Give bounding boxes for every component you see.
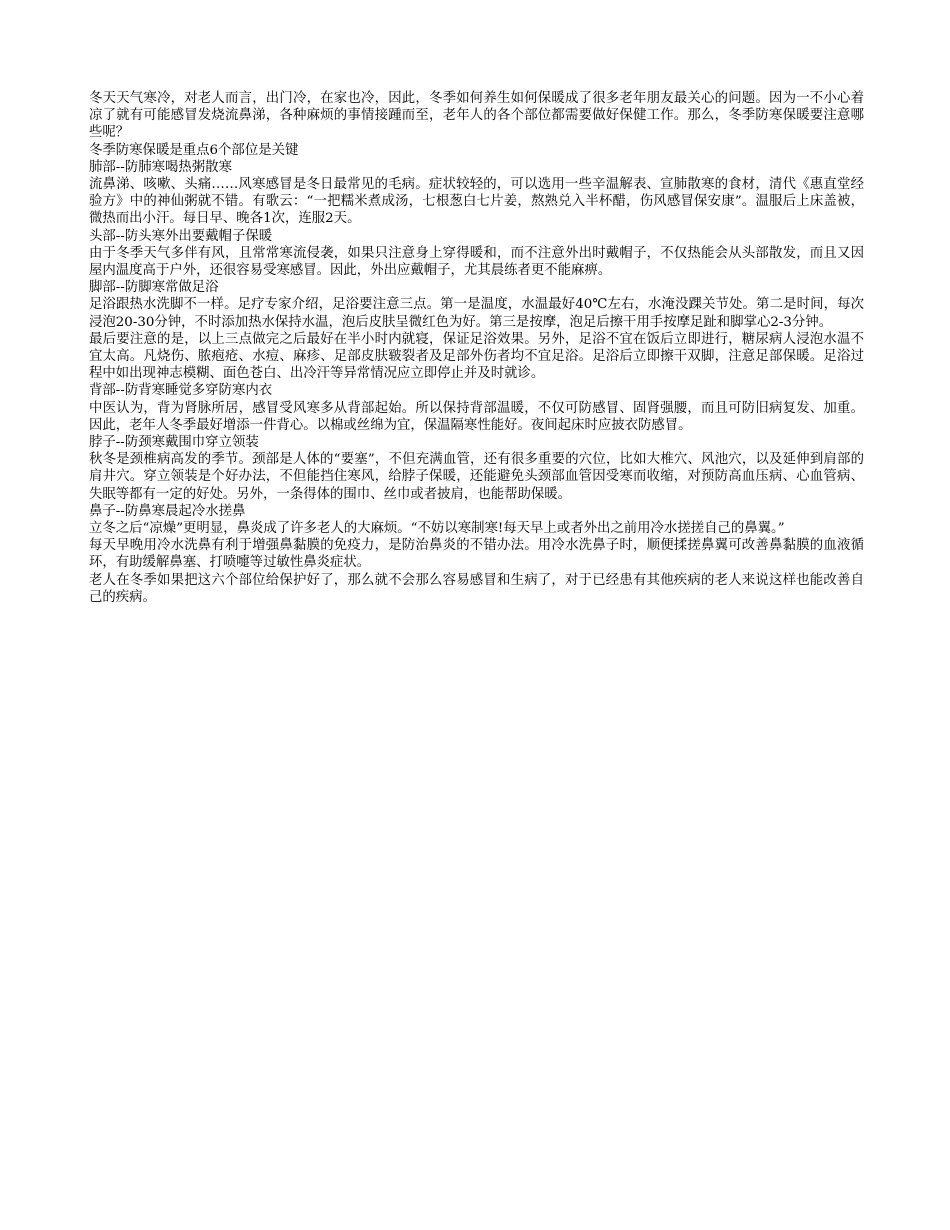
heading-nose: 鼻子--防鼻寒晨起冷水搓鼻 bbox=[89, 503, 246, 519]
paragraph-neck: 秋冬是颈椎病高发的季节。颈部是人体的“要塞”，不但充满血管，还有很多重要的穴位，比如大椎穴、风池穴，以及延伸到肩部的肩井穴。穿立领装是个好办法，不但能挡住寒风，给脖子保暖，还能避免头颈部血管因受寒而收缩，对预防高血压病、心血管病、失眠等都有一定的好处。另外，一条得体的围巾、丝巾或者披肩，也能帮助保暖。 bbox=[89, 452, 864, 502]
section-title: 冬季防寒保暖是重点6个部位是关键 bbox=[89, 142, 299, 158]
heading-lung: 肺部--防肺寒喝热粥散寒 bbox=[89, 159, 232, 175]
paragraph-nose: 立冬之后“凉燥”更明显，鼻炎成了许多老人的大麻烦。“不妨以寒制寒!每天早上或者外出之前用冷水搓搓自己的鼻翼。” bbox=[89, 521, 785, 537]
intro-paragraph: 冬天天气寒冷，对老人而言，出门冷，在家也冷，因此，冬季如何养生如何保暖成了很多老年朋友最关心的问题。因为一不小心着凉了就有可能感冒发烧流鼻涕，各种麻烦的事情接踵而至，老年人的各个部位都需要做好保健工作。那么，冬季防寒保暖要注意哪些呢？ bbox=[89, 91, 864, 141]
paragraph-feet: 足浴跟热水洗脚不一样。足疗专家介绍，足浴要注意三点。第一是温度，水温最好40℃左右，水淹没踝关节处。第二是时间，每次浸泡20-30分钟，不时添加热水保持水温，泡后皮肤呈微红色为好。第三是按摩，泡足后擦干用手按摩足趾和脚掌心2-3分钟。 bbox=[89, 297, 864, 330]
heading-neck: 脖子--防颈寒戴围巾穿立领装 bbox=[89, 435, 259, 451]
heading-back: 背部--防背寒睡觉多穿防寒内衣 bbox=[89, 383, 273, 399]
paragraph-head: 由于冬季天气多伴有风，且常常寒流侵袭，如果只注意身上穿得暖和，而不注意外出时戴帽子，不仅热能会从头部散发，而且又因屋内温度高于户外，还很容易受寒感冒。因此，外出应戴帽子，尤其晨练者更不能麻痹。 bbox=[89, 245, 864, 279]
conclusion-paragraph: 老人在冬季如果把这六个部位给保护好了，那么就不会那么容易感冒和生病了，对于已经患有其他疾病的老人来说这样也能改善自己的疾病。 bbox=[89, 572, 864, 605]
heading-feet: 脚部--防脚寒常做足浴 bbox=[89, 280, 219, 296]
document-body bbox=[89, 90, 864, 606]
paragraph-back: 中医认为，背为肾脉所居，感冒受风寒多从背部起始。所以保持背部温暖，不仅可防感冒、固肾强腰，而且可防旧病复发、加重。因此，老年人冬季最好增添一件背心。以棉或丝绵为宜，保温隔寒性能好。夜间起床时应披衣防感冒。 bbox=[89, 400, 864, 433]
paragraph-nose-wash: 每天早晚用冷水洗鼻有利于增强鼻黏膜的免疫力，是防治鼻炎的不错办法。用冷水洗鼻子时，顺便揉搓鼻翼可改善鼻黏膜的血液循环，有助缓解鼻塞、打喷嚏等过敏性鼻炎症状。 bbox=[89, 538, 864, 571]
paragraph-feet-notes: 最后要注意的是，以上三点做完之后最好在半小时内就寝，保证足浴效果。另外，足浴不宜在饭后立即进行，糖尿病人浸泡水温不宜太高。凡烧伤、脓疱疮、水痘、麻疹、足部皮肤皲裂者及足部外伤者均不宜足浴。足浴后立即擦干双脚，注意足部保暖。足浴过程中如出现神志模糊、面色苍白、出冷汗等异常情况应立即停止并及时就诊。 bbox=[89, 331, 864, 382]
paragraph-lung: 流鼻涕、咳嗽、头痛……风寒感冒是冬日最常见的毛病。症状较轻的，可以选用一些辛温解表、宣肺散寒的食材，清代《惠直堂经验方》中的神仙粥就不错。有歌云：“一把糯米煮成汤，七根葱白七片姜，熬熟兑入半杯醋，伤风感冒保安康”。温服后上床盖被，微热而出小汗。每日早、晚各1次，连服2天。 bbox=[89, 177, 864, 227]
heading-head: 头部--防头寒外出要戴帽子保暖 bbox=[89, 228, 273, 244]
